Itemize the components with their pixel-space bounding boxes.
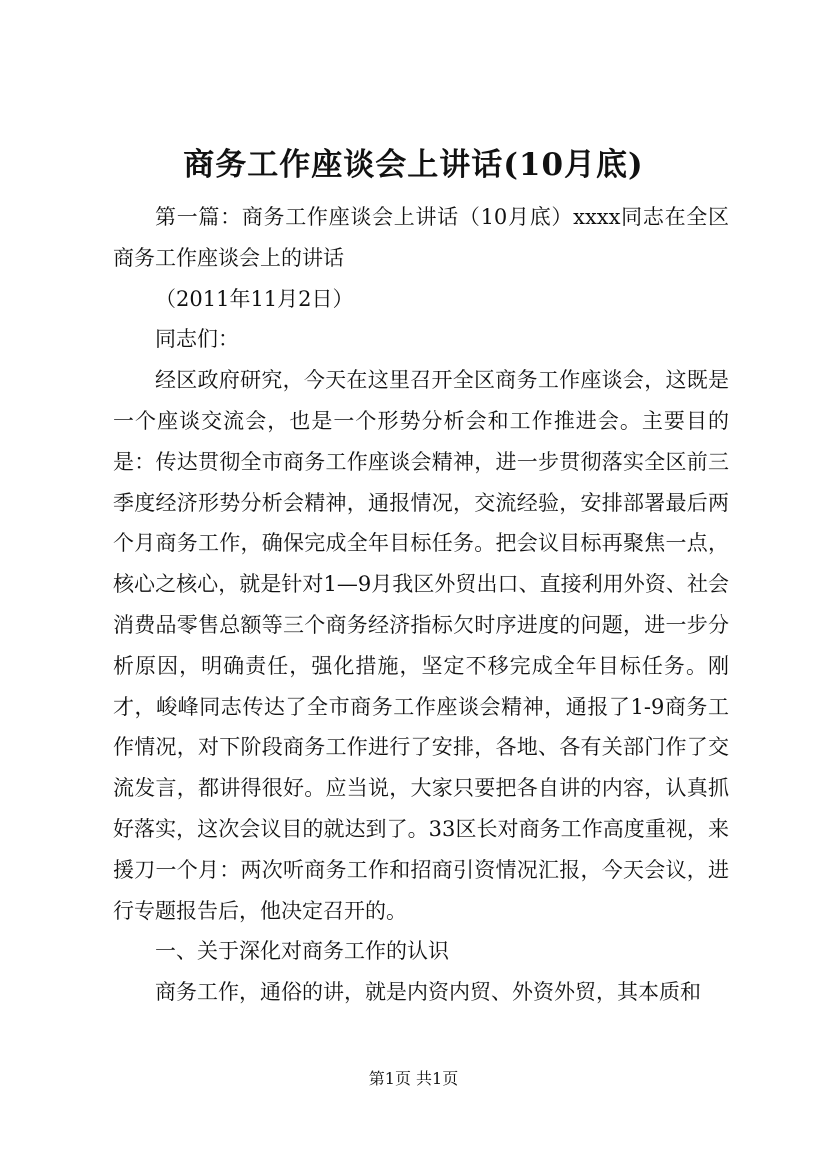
paragraph-main: 经区政府研究，今天在这里召开全区商务工作座谈会，这既是一个座谈交流会，也是一个形势分析会和工作推进会。主要目的是：传达贯彻全市商务工作座谈会精神，进一步贯彻落实全区前三季度经济形势分析会精神，通报情况，交流经验，安排部署最后两个月商务工作，确保完成全年目标任务。把会议目标再聚焦一点，核心之核心，就是针对1—9月我区外贸出口、直接利用外资、社会消费品零售总额等三个商务经济指标欠时序进度的问题，进一步分析原因，明确责任，强化措施，坚定不移完成全年目标任务。刚才，峻峰同志传达了全市商务工作座谈会精神，通报了1-9商务工作情况，对下阶段商务工作进行了安排，各地、各有关部门作了交流发言，都讲得很好。应当说，大家只要把各自讲的内容，认真抓好落实，这次会议目的就达到了。33区长对商务工作高度重视，来援刀一个月：两次听商务工作和招商引资情况汇报，今天会议，进行专题报告后，他决定召开的。 [113,368,729,923]
document-title: 商务工作座谈会上讲话(10月底) [183,147,644,183]
paragraph-date: （2011年11月2日） [155,286,354,311]
page-footer: 第1页 共1页 [368,1069,459,1088]
paragraph-salutation: 同志们： [155,327,239,352]
paragraph-section-heading: 一、关于深化对商务工作的认识 [155,939,449,964]
document-body [113,197,729,1013]
paragraph-section-body: 商务工作，通俗的讲，就是内资内贸、外资外贸，其本质和 [155,980,701,1005]
paragraph-heading: 第一篇：商务工作座谈会上讲话（10月底）xxxx同志在全区商务工作座谈会上的讲话 [113,205,729,270]
